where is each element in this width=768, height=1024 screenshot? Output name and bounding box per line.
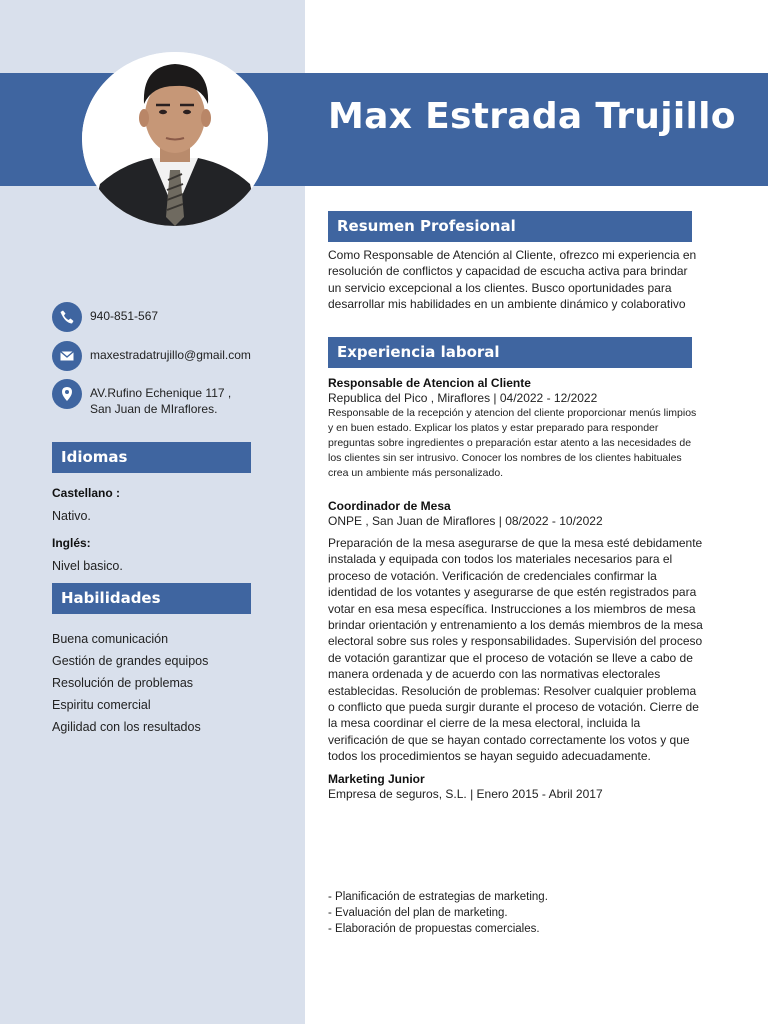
job-bullets [328,889,548,938]
job-company: Republica del Pico , Miraflores | 04/2022 - 12/2022 [328,391,598,405]
language-name: Inglés: [52,536,91,550]
address-line-1: AV.Rufino Echenique 117 , [90,386,232,400]
job-bullet: - Evaluación del plan de marketing. [328,907,508,920]
phone-icon [52,302,82,332]
address-line-2: San Juan de MIraflores. [90,402,218,416]
contact-phone-row [52,302,158,332]
language-level: Nativo. [52,509,91,523]
summary-heading: Resumen Profesional [328,211,692,242]
job-description: Responsable de la recepción y atencion del cliente proporcionar menús limpios y en buen estado. Explicar los platos y estar preparado para responder preguntas sobre ingredientes o preparación estar atento a las necesidades de los clientes sin ser intrusivo. Conocer los nombres de los clientes habituales crea un ambiente más personalizado. [328,407,697,479]
job-title: Marketing Junior [328,772,425,786]
skills-list [52,628,208,738]
contact-address [90,379,231,417]
candidate-name: Max Estrada Trujillo [328,96,736,137]
job-entry [328,772,703,802]
languages-heading: Idiomas [52,442,251,473]
skill-item: Resolución de problemas [52,676,194,690]
job-company: Empresa de seguros, S.L. | Enero 2015 - Abril 2017 [328,787,603,801]
job-entry [328,499,703,765]
skill-item: Gestión de grandes equipos [52,654,209,668]
summary-text: Como Responsable de Atención al Cliente, ofrezco mi experiencia en resolución de conflictos y capacidad de escucha activa para brindar un servicio excepcional a los clientes. Busco oportunidades para desarrollar mis habilidades en un ambiente dinámico y colaborativo [328,248,697,312]
contact-email: maxestradatrujillo@gmail.com [90,348,251,362]
skill-item: Agilidad con los resultados [52,720,201,734]
job-title: Coordinador de Mesa [328,499,451,513]
job-bullet: - Elaboración de propuestas comerciales. [328,923,540,936]
profile-photo [82,52,268,226]
language-name: Castellano : [52,486,121,500]
job-entry [328,376,703,481]
contact-address-row [52,379,231,417]
job-description: Preparación de la mesa asegurarse de que la mesa esté debidamente instalada y equipada con todos los materiales necesarios para el proceso de votación. Verificación de credenciales confirmar la identidad de los votantes y asegurarse de que estén registrados para votar en esa mesa específica. Instrucciones a los miembros de mesa brindar orientación y entrenamiento a los demás miembros de la mesa electoral sobre sus roles y responsabilidades. Supervisión del proceso de votación garantizar que el proceso de votación se lleve a cabo de manera ordenada y de acuerdo con las normativas electorales establecidas. Resolución de problemas: Resolver cualquier problema o conflicto que pueda surgir durante el proceso de votación. Cierre de la mesa coordinar el cierre de la mesa electoral, incluida la verificación de que se hayan contado correctamente los votos y que todos los procedimientos se hayan seguido adecuadamente. [328,536,703,764]
contact-phone: 940-851-567 [90,309,159,323]
location-icon [52,379,82,409]
job-company: ONPE , San Juan de Miraflores | 08/2022 - 10/2022 [328,514,603,528]
profile-photo-illustration [82,52,268,226]
contact-email-row [52,341,251,371]
skills-heading: Habilidades [52,583,251,614]
job-bullet: - Planificación de estrategias de marketing. [328,891,548,903]
language-level: Nivel basico. [52,559,123,573]
skill-item: Espiritu comercial [52,698,151,712]
email-icon [52,341,82,371]
experience-heading: Experiencia laboral [328,337,692,368]
job-title: Responsable de Atencion al Cliente [328,376,531,390]
skill-item: Buena comunicación [52,632,169,646]
